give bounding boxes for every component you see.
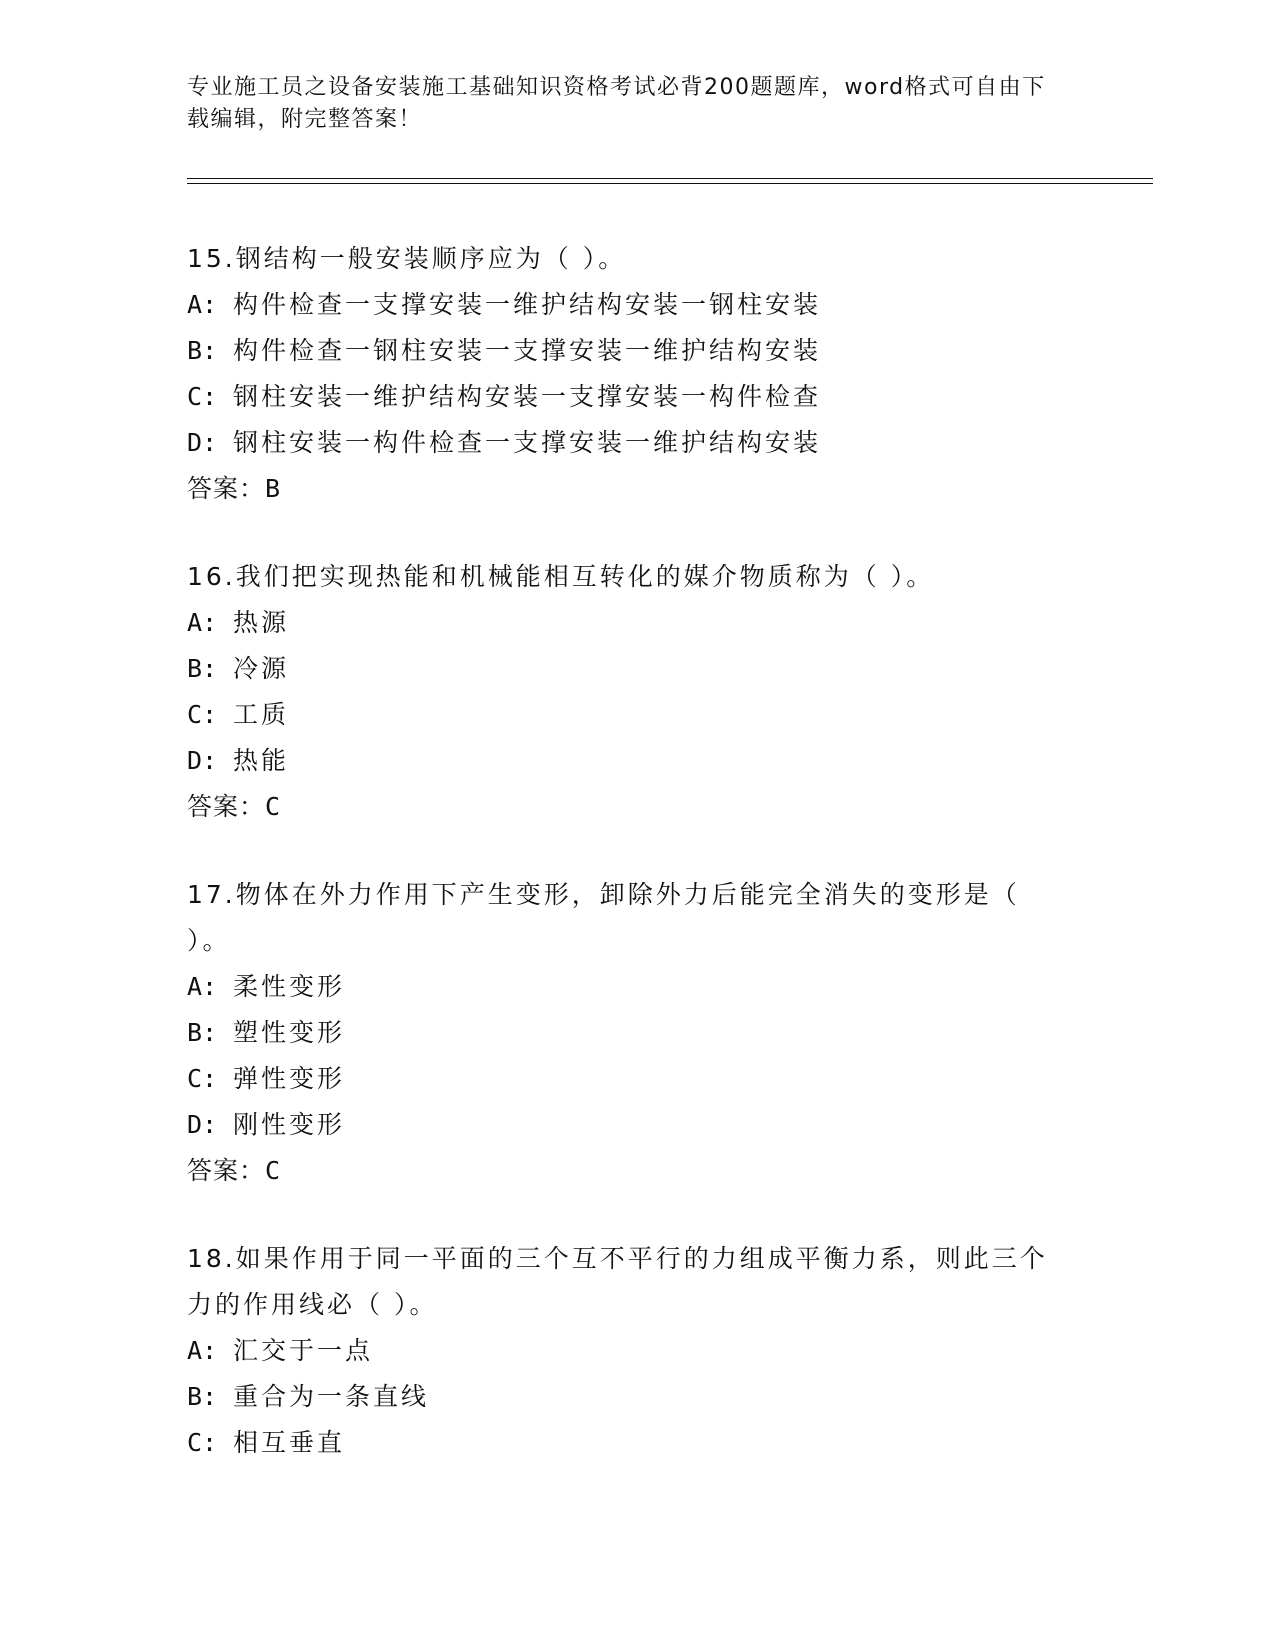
answer-value: C	[265, 1156, 282, 1185]
question-17	[187, 872, 1067, 1194]
option-text: 塑性变形	[233, 1018, 346, 1047]
question-stem: 17.物体在外力作用下产生变形，卸除外力后能完全消失的变形是（ ）。	[187, 880, 1020, 955]
option-text: 构件检查一支撑安装一维护结构安装一钢柱安装	[233, 290, 822, 319]
option-text: 热源	[233, 608, 290, 637]
option-text: 重合为一条直线	[233, 1382, 430, 1411]
option-letter: D:	[187, 746, 218, 775]
option-text: 弹性变形	[233, 1064, 346, 1093]
question-stem: 15.钢结构一般安装顺序应为（ ）。	[187, 244, 627, 273]
option-letter: D:	[187, 428, 218, 457]
question-list	[187, 236, 1067, 1508]
option-b	[187, 328, 1067, 374]
option-c	[187, 1420, 1067, 1466]
question-15	[187, 236, 1067, 512]
question-stem: 16.我们把实现热能和机械能相互转化的媒介物质称为（ ）。	[187, 562, 935, 591]
option-letter: B:	[187, 1382, 218, 1411]
option-a	[187, 282, 1067, 328]
answer-label: 答案：	[187, 474, 266, 503]
option-letter: C:	[187, 700, 218, 729]
option-a	[187, 1328, 1067, 1374]
option-d	[187, 738, 1067, 784]
answer-line	[187, 1148, 1067, 1194]
document-header: 专业施工员之设备安装施工基础知识资格考试必背200题题库，word格式可自由下载编辑，附完整答案！	[187, 75, 1046, 132]
option-text: 钢柱安装一维护结构安装一支撑安装一构件检查	[233, 382, 822, 411]
option-letter: C:	[187, 1064, 218, 1093]
option-d	[187, 1102, 1067, 1148]
option-text: 相互垂直	[233, 1428, 346, 1457]
option-a	[187, 600, 1067, 646]
option-text: 冷源	[233, 654, 290, 683]
question-stem: 18.如果作用于同一平面的三个互不平行的力组成平衡力系，则此三个力的作用线必（ ）。	[187, 1244, 1048, 1319]
option-text: 工质	[233, 700, 290, 729]
option-c	[187, 1056, 1067, 1102]
option-text: 热能	[233, 746, 290, 775]
option-letter: C:	[187, 1428, 218, 1457]
option-d	[187, 420, 1067, 466]
option-c	[187, 692, 1067, 738]
option-letter: D:	[187, 1110, 218, 1139]
option-letter: B:	[187, 654, 218, 683]
header-divider-bottom	[187, 183, 1153, 184]
option-b	[187, 646, 1067, 692]
question-16	[187, 554, 1067, 830]
header-divider-top	[187, 178, 1153, 179]
option-c	[187, 374, 1067, 420]
option-letter: B:	[187, 336, 218, 365]
answer-line	[187, 784, 1067, 830]
option-letter: A:	[187, 290, 218, 319]
answer-label: 答案：	[187, 1156, 266, 1185]
option-letter: A:	[187, 1336, 218, 1365]
answer-value: C	[265, 792, 282, 821]
answer-value: B	[265, 474, 282, 503]
option-letter: C:	[187, 382, 218, 411]
answer-label: 答案：	[187, 792, 266, 821]
option-b	[187, 1010, 1067, 1056]
option-letter: A:	[187, 608, 218, 637]
option-text: 构件检查一钢柱安装一支撑安装一维护结构安装	[233, 336, 822, 365]
option-text: 钢柱安装一构件检查一支撑安装一维护结构安装	[233, 428, 822, 457]
option-letter: A:	[187, 972, 218, 1001]
option-text: 柔性变形	[233, 972, 346, 1001]
option-text: 汇交于一点	[233, 1336, 374, 1365]
answer-line	[187, 466, 1067, 512]
option-text: 刚性变形	[233, 1110, 346, 1139]
option-a	[187, 964, 1067, 1010]
option-b	[187, 1374, 1067, 1420]
question-18	[187, 1236, 1067, 1466]
option-letter: B:	[187, 1018, 218, 1047]
